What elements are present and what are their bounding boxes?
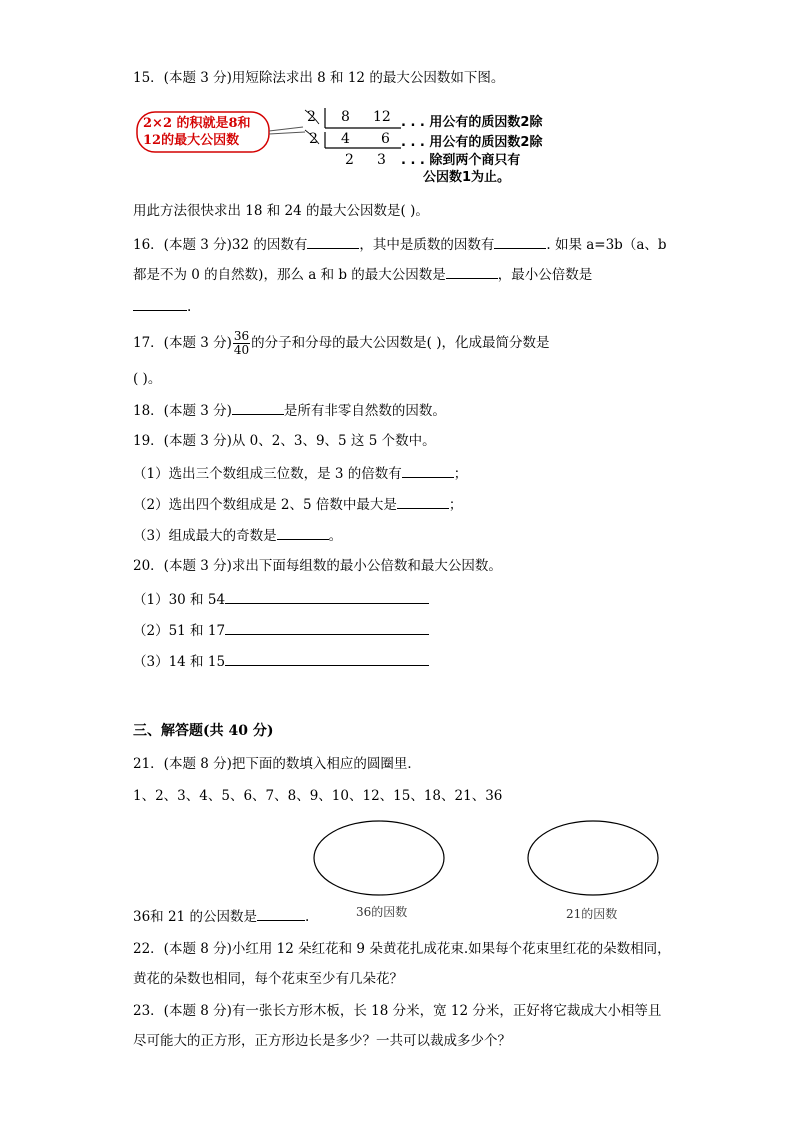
note-line-2: 12的最大公因数 xyxy=(143,133,240,148)
annotation-2: . . . 用公有的质因数2除 xyxy=(401,135,543,150)
q16-text-d: 都是不为 0 的自然数)，那么 a 和 b 的最大公因数是 xyxy=(133,267,446,283)
q22-line-2: 黄花的朵数也相同，每个花束至少有几朵花？ xyxy=(133,971,403,987)
q21-header: 21．(本题 8 分)把下面的数填入相应的圆圈里． xyxy=(133,756,421,772)
q23-line-1: 23．(本题 8 分)有一张长方形木板，长 18 分米，宽 12 分米，正好将它裁成大小相等且 xyxy=(133,1003,662,1019)
note-line-1: 2×2 的积就是8和 xyxy=(143,116,251,131)
q16-text-e: ，最小公倍数是 xyxy=(497,267,593,283)
q20-item-1 xyxy=(133,589,429,610)
answer-blank[interactable] xyxy=(277,525,329,540)
label-21-factors: 21的因数 xyxy=(566,907,618,921)
q19-part-3 xyxy=(133,525,342,546)
row1-b: 12 xyxy=(373,109,391,125)
q17-prefix: 17．(本题 3 分) xyxy=(133,335,232,351)
short-division-diagram xyxy=(133,104,563,184)
q18-prefix: 18．(本题 3 分) xyxy=(133,403,232,419)
q20-item-3-text: （3）14 和 15 xyxy=(133,654,226,670)
ellipse-36-factors[interactable] xyxy=(314,821,444,895)
annotation-4: 公因数1为止。 xyxy=(423,170,511,185)
q15-header: 15．(本题 3 分)用短除法求出 8 和 12 的最大公因数如下图。 xyxy=(133,70,505,86)
divisor-2: 2 xyxy=(309,131,318,147)
annotation-3: . . . 除到两个商只有 xyxy=(401,153,521,168)
q19-header: 19．(本题 3 分)从 0、2、3、9、5 这 5 个数中。 xyxy=(133,433,436,449)
section-3-title: 三、解答题(共 40 分) xyxy=(133,723,274,739)
q19-part-2 xyxy=(133,494,462,515)
fraction-denominator: 40 xyxy=(233,343,250,357)
answer-blank[interactable] xyxy=(133,296,187,311)
row3-b: 3 xyxy=(377,152,386,168)
answer-blank[interactable] xyxy=(494,234,546,249)
annotation-1: . . . 用公有的质因数2除 xyxy=(401,115,543,130)
q19-p2-end: ； xyxy=(448,497,463,513)
q15-question: 用此方法很快求出 18 和 24 的最大公因数是( )。 xyxy=(133,203,429,219)
q18-suffix: 是所有非零自然数的因数。 xyxy=(283,403,446,419)
answer-blank[interactable] xyxy=(397,494,449,509)
divisor-1: 2 xyxy=(307,109,316,125)
q16-line-3 xyxy=(133,296,191,317)
q19-p3-end: 。 xyxy=(328,528,343,544)
q20-item-1-text: （1）30 和 54 xyxy=(133,592,226,608)
q16-end: . xyxy=(187,299,192,315)
q22-line-1: 22．(本题 8 分)小红用 12 朵红花和 9 朵黄花扎成花束.如果每个花束里红花的朵数相同， xyxy=(133,941,671,957)
answer-blank[interactable] xyxy=(225,620,429,635)
q16-text-b: ，其中是质数的因数有 xyxy=(359,237,495,253)
q16-line-2 xyxy=(133,264,592,285)
fraction-numerator: 36 xyxy=(233,329,250,343)
answer-blank[interactable] xyxy=(225,651,429,666)
q21-question xyxy=(133,906,309,927)
q19-p1-end: ； xyxy=(453,466,468,482)
answer-blank[interactable] xyxy=(446,264,498,279)
q17-line-1 xyxy=(133,330,550,357)
answer-blank[interactable] xyxy=(402,463,454,478)
q16-text-c: . 如果 a=3b（a、b xyxy=(546,237,667,253)
row1-a: 8 xyxy=(341,109,350,125)
row3-a: 2 xyxy=(345,152,354,168)
answer-blank[interactable] xyxy=(307,234,359,249)
q16-text-a: 16．(本题 3 分)32 的因数有 xyxy=(133,237,308,253)
q19-part-1 xyxy=(133,463,467,484)
q20-item-2 xyxy=(133,620,429,641)
q21-question-end: . xyxy=(304,909,310,925)
label-36-factors: 36的因数 xyxy=(356,905,408,919)
answer-blank[interactable] xyxy=(232,400,284,415)
q19-p1-text: （1）选出三个数组成三位数，是 3 的倍数有 xyxy=(133,466,402,482)
q21-numbers: 1、2、3、4、5、6、7、8、9、10、12、15、18、21、36 xyxy=(133,788,503,804)
q17-mid: 的分子和分母的最大公因数是( )，化成最简分数是 xyxy=(251,335,550,351)
q21-question-text: 36和 21 的公因数是 xyxy=(133,909,257,925)
answer-blank[interactable] xyxy=(225,589,429,604)
q19-p2-text: （2）选出四个数组成是 2、5 倍数中最大是 xyxy=(133,497,397,513)
row2-b: 6 xyxy=(381,131,390,147)
q16-line-1 xyxy=(133,234,667,255)
fraction-36-40 xyxy=(233,330,250,357)
row2-a: 4 xyxy=(341,131,350,147)
ellipse-21-factors[interactable] xyxy=(528,821,658,895)
q17-line-2: ( )。 xyxy=(133,371,162,387)
q23-line-2: 尽可能大的正方形，正方形边长是多少？一共可以裁成多少个？ xyxy=(133,1033,511,1049)
answer-blank[interactable] xyxy=(257,906,305,921)
q20-header: 20．(本题 3 分)求出下面每组数的最小公倍数和最大公因数。 xyxy=(133,558,502,574)
q18-line xyxy=(133,400,446,421)
q19-p3-text: （3）组成最大的奇数是 xyxy=(133,528,277,544)
q20-item-2-text: （2）51 和 17 xyxy=(133,623,226,639)
q20-item-3 xyxy=(133,651,429,672)
venn-ellipses xyxy=(310,818,670,898)
